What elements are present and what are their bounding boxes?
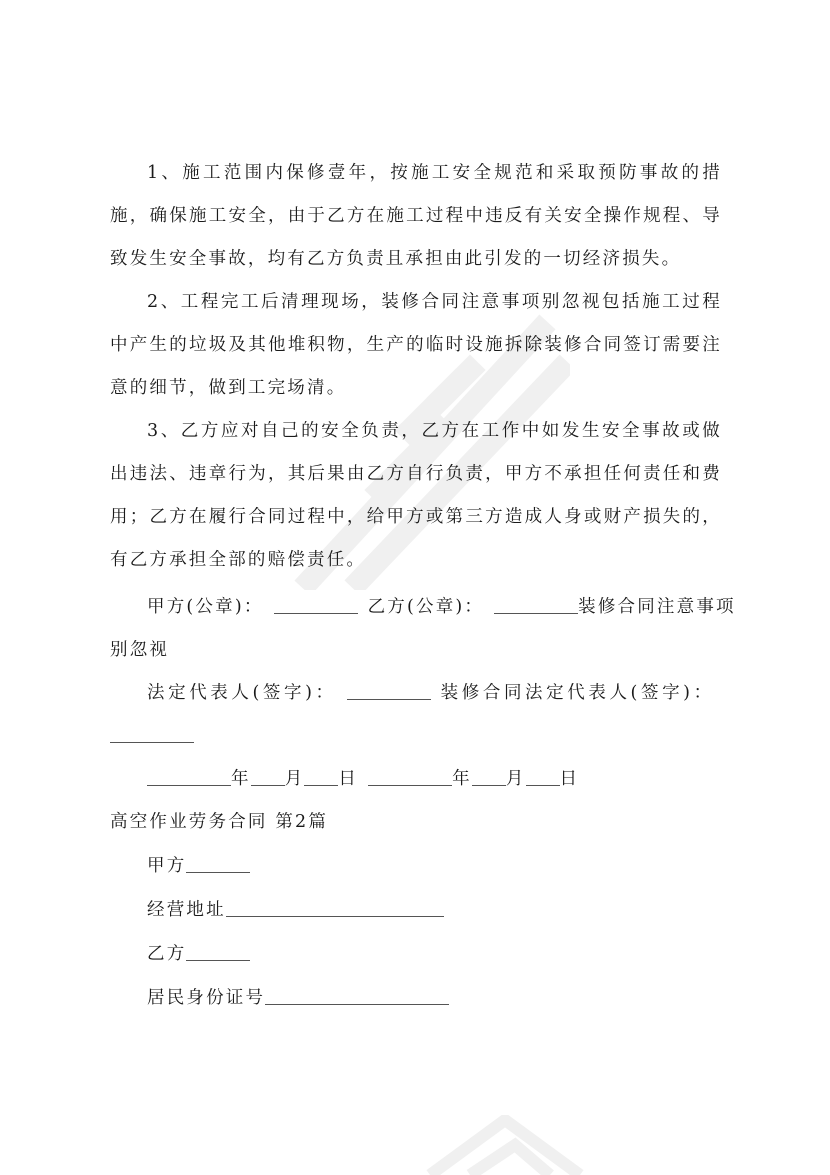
watermark-logo-icon-bottom [420,1115,600,1175]
field-party-b [110,932,722,976]
clause-number: 2、 [147,292,181,312]
seal-trailing-text: 装修合同注意事项 [578,597,736,617]
month-a-blank[interactable] [251,784,285,786]
legal-rep-line [110,672,722,715]
day-label: 日 [338,769,359,789]
party-a-seal-label: 甲方(公章)： [147,597,264,617]
id-number-blank[interactable] [265,1003,449,1005]
party-b-seal-label: 乙方(公章)： [367,597,485,617]
business-address-blank[interactable] [226,915,444,917]
field-party-a [110,844,722,888]
legal-rep-block [110,672,722,801]
clause-2 [110,281,722,410]
clause-3 [110,410,722,582]
clause-number: 3、 [147,421,181,441]
party-a-blank[interactable] [186,871,250,873]
clause-number: 1、 [147,163,183,183]
document-body [110,152,736,1020]
field-label: 经营地址 [147,900,226,920]
year-a-blank[interactable] [147,784,231,786]
legal-rep-blank-line [110,715,722,758]
year-label: 年 [452,769,472,789]
year-label: 年 [231,769,251,789]
seal-line [110,586,736,629]
legal-rep-label-2: 装修合同法定代表人(签字)： [440,683,715,703]
clause-1 [110,152,722,281]
party-b-seal-blank[interactable] [494,612,578,614]
party-b-blank[interactable] [186,959,250,961]
day-a-blank[interactable] [304,784,338,786]
legal-rep-blank[interactable] [347,698,431,700]
clause-text: 施工范围内保修壹年，按施工安全规范和采取预防事故的措施，确保施工安全，由于乙方在施工过程中违反有关安全操作规程、导致发生安全事故，均有乙方负责且承担由此引发的一切经济损失。 [110,163,722,269]
clause-text: 乙方应对自己的安全负责，乙方在工作中如发生安全事故或做出违法、违章行为，其后果由乙方自行负责，甲方不承担任何责任和费用；乙方在履行合同过程中，给甲方或第三方造成人身或财产损失的，有乙方承担全部的赔偿责任。 [110,421,722,570]
seal-block [110,586,736,672]
date-line [110,758,722,801]
legal-rep-label: 法定代表人(签字)： [147,683,337,703]
party-a-seal-blank[interactable] [274,612,358,614]
month-label: 月 [284,769,305,789]
second-contract-title: 高空作业劳务合同 第2篇 [110,812,329,832]
field-label: 乙方 [147,944,187,964]
day-label: 日 [559,769,580,789]
second-contract [110,801,722,1020]
field-label: 甲方 [147,856,187,876]
month-b-blank[interactable] [472,784,506,786]
field-id-number [110,976,722,1020]
field-label: 居民身份证号 [147,988,266,1008]
seal-line-continued [110,629,722,672]
clause-text: 工程完工后清理现场，装修合同注意事项别忽视包括施工过程中产生的垃圾及其他堆积物，生产的临时设施拆除装修合同签订需要注意的细节，做到工完场清。 [110,292,722,398]
year-b-blank[interactable] [368,784,452,786]
field-business-address [110,888,722,932]
day-b-blank[interactable] [526,784,560,786]
month-label: 月 [505,769,526,789]
seal-trailing-text-2: 别忽视 [110,640,170,660]
legal-rep-2-blank[interactable] [110,741,194,743]
